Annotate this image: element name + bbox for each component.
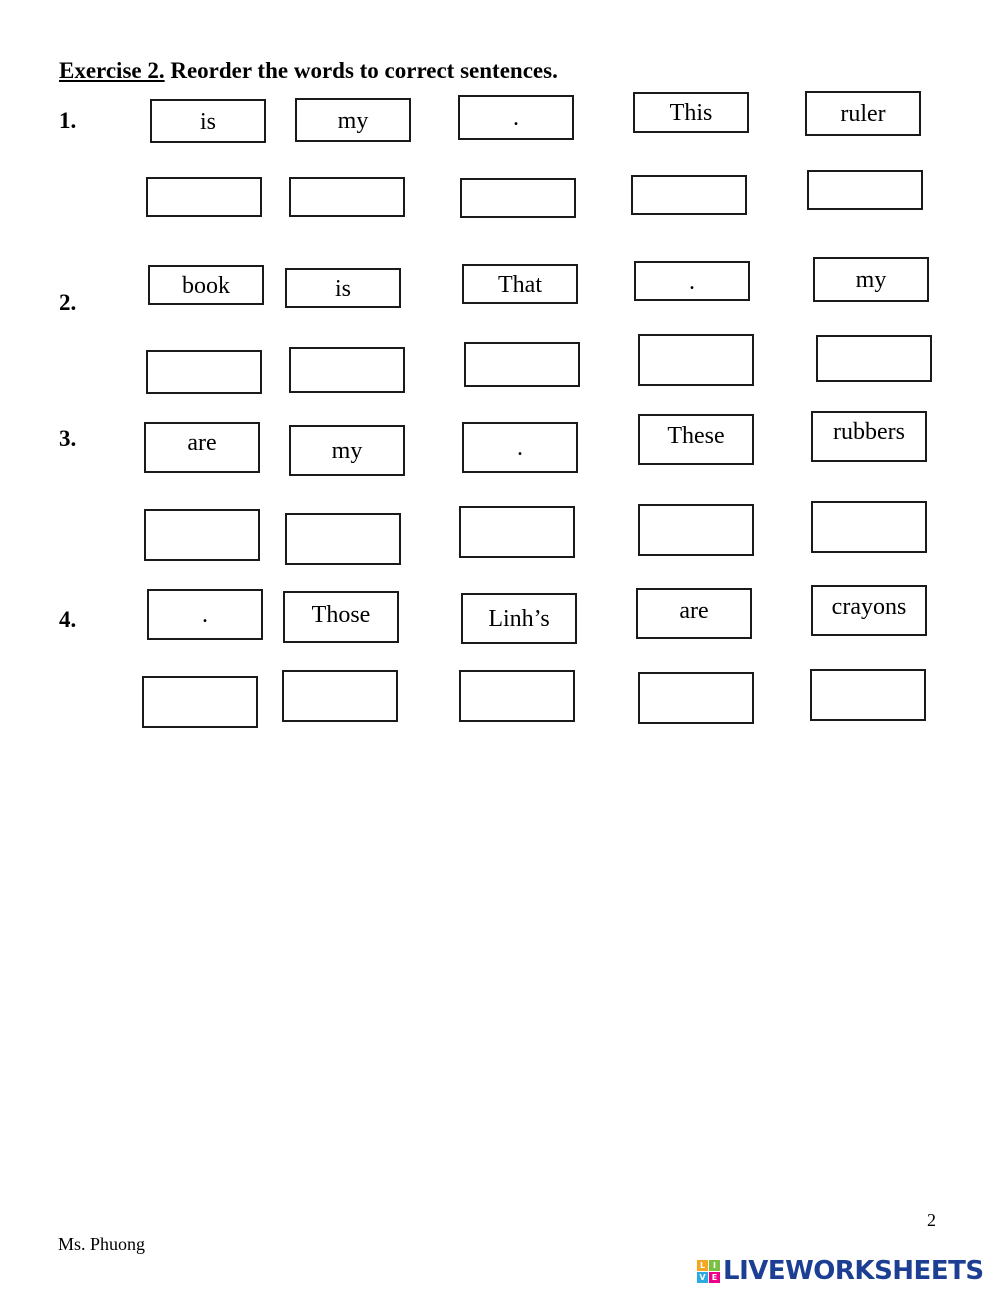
- exercise-number: 3.: [59, 426, 77, 451]
- word-tile: book: [148, 265, 264, 305]
- answer-slot[interactable]: [811, 501, 927, 553]
- brand-name: LIVEWORKSHEETS: [723, 1256, 984, 1286]
- word-tile: Those: [283, 591, 399, 643]
- word-tile: crayons: [811, 585, 927, 636]
- page-number: 2: [927, 1210, 936, 1230]
- liveworksheets-icon: L I V E: [697, 1260, 720, 1283]
- answer-slot[interactable]: [144, 509, 260, 561]
- word-tile: rubbers: [811, 411, 927, 462]
- answer-slot[interactable]: [282, 670, 398, 722]
- word-tile: This: [633, 92, 749, 133]
- answer-slot[interactable]: [459, 506, 575, 558]
- answer-slot[interactable]: [807, 170, 923, 210]
- answer-slot[interactable]: [289, 177, 405, 217]
- answer-slot[interactable]: [460, 178, 576, 218]
- answer-slot[interactable]: [459, 670, 575, 722]
- word-tile: are: [636, 588, 752, 639]
- exercise-number: 1.: [59, 108, 77, 133]
- answer-slot[interactable]: [146, 177, 262, 217]
- answer-slot[interactable]: [464, 342, 580, 387]
- word-tile: are: [144, 422, 260, 473]
- exercise-label: Exercise 2.: [59, 58, 165, 83]
- word-tile: That: [462, 264, 578, 304]
- word-tile: .: [462, 422, 578, 473]
- worksheet-title: [59, 58, 558, 84]
- answer-slot[interactable]: [810, 669, 926, 721]
- word-tile: my: [813, 257, 929, 302]
- exercise-number: 4.: [59, 607, 77, 632]
- answer-slot[interactable]: [285, 513, 401, 565]
- word-tile: is: [285, 268, 401, 308]
- word-tile: .: [147, 589, 263, 640]
- answer-slot[interactable]: [146, 350, 262, 394]
- liveworksheets-logo: [697, 1256, 984, 1286]
- word-tile: .: [458, 95, 574, 140]
- word-tile: is: [150, 99, 266, 143]
- answer-slot[interactable]: [638, 334, 754, 386]
- answer-slot[interactable]: [816, 335, 932, 382]
- author-name: Ms. Phuong: [58, 1234, 146, 1254]
- answer-slot[interactable]: [638, 672, 754, 724]
- exercise-instruction: Reorder the words to correct sentences.: [164, 58, 558, 83]
- answer-slot[interactable]: [638, 504, 754, 556]
- word-tile: Linh’s: [461, 593, 577, 644]
- answer-slot[interactable]: [631, 175, 747, 215]
- answer-slot[interactable]: [289, 347, 405, 393]
- word-tile: .: [634, 261, 750, 301]
- word-tile: These: [638, 414, 754, 465]
- word-tile: my: [295, 98, 411, 142]
- exercise-number: 2.: [59, 290, 77, 315]
- word-tile: ruler: [805, 91, 921, 136]
- word-tile: my: [289, 425, 405, 476]
- answer-slot[interactable]: [142, 676, 258, 728]
